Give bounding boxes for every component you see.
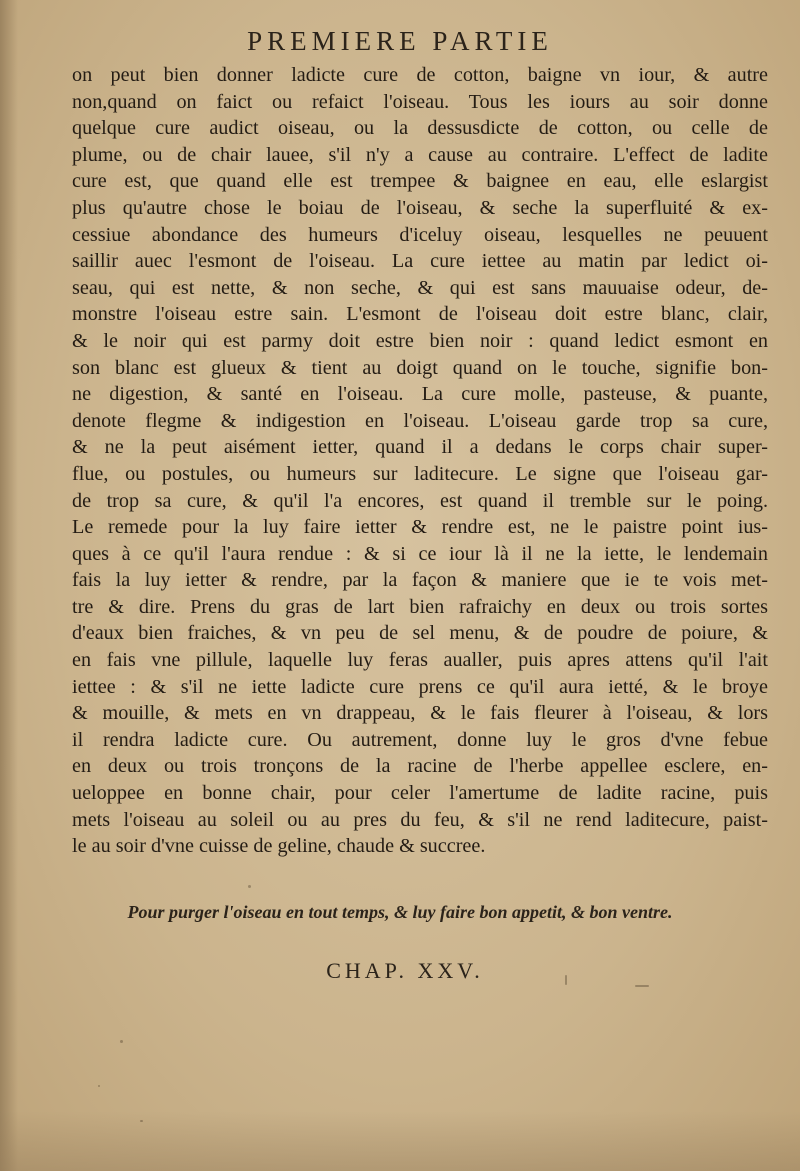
text-line: en deux ou trois tronçons de la racine de l'herbe appellee esclere, en- — [72, 755, 768, 778]
paper-speckle — [635, 985, 649, 987]
text-line: fais la luy ietter & rendre, par la façon & maniere que ie te vois met- — [72, 569, 768, 592]
text-line-last: le au soir d'vne cuisse de geline, chaude & succree. — [72, 835, 486, 858]
text-line: mets l'oiseau au soleil ou au pres du feu, & s'il ne rend laditecure, paist- — [72, 808, 768, 831]
text-line: & ne la peut aisément ietter, quand il a dedans le corps chair super- — [72, 436, 768, 459]
page-shadow-bottom — [0, 1111, 800, 1171]
text-line: denote flegme & indigestion en l'oiseau. L'oiseau garde trop sa cure, — [72, 409, 768, 432]
text-line: en fais vne pillule, laquelle luy feras aualler, puis apres attens qu'il l'ait — [72, 649, 768, 672]
text-line: de trop sa cure, & qu'il l'a encores, est quand il tremble sur le poing. — [72, 489, 768, 512]
chapter-heading: CHAP. XXV. — [326, 958, 484, 983]
page-shadow-left — [0, 0, 18, 1171]
text-line: il rendra ladicte cure. Ou autrement, donne luy le gros d'vne febue — [72, 728, 768, 751]
text-line: son blanc est glueux & tient au doigt quand on le touche, signifie bon- — [72, 356, 768, 379]
paper-speckle — [98, 1085, 100, 1087]
text-line: ques à ce qu'il l'aura rendue : & si ce iour là il ne la iette, le lendemain — [72, 542, 768, 565]
paper-speckle — [565, 975, 567, 985]
text-line: & le noir qui est parmy doit estre bien noir : quand ledict esmont en — [72, 329, 768, 352]
text-line: flue, ou postules, ou humeurs sur laditecure. Le signe que l'oiseau gar- — [72, 462, 768, 485]
text-line: Le remede pour la luy faire ietter & rendre est, ne le paistre point ius- — [72, 516, 768, 539]
chapter-subtitle: Pour purger l'oiseau en tout temps, & luy faire bon appetit, & bon ventre. — [127, 902, 673, 922]
text-line: cessiue abondance des humeurs d'iceluy oiseau, lesquelles ne peuuent — [72, 223, 768, 246]
text-line: d'eaux bien fraiches, & vn peu de sel menu, & de poudre de poiure, & — [72, 622, 768, 645]
paper-speckle — [248, 885, 251, 888]
text-line: seau, qui est nette, & non seche, & qui est sans mauuaise odeur, de- — [72, 276, 768, 299]
text-line: on peut bien donner ladicte cure de cotton, baigne vn iour, & autre — [72, 64, 768, 86]
text-line: monstre l'oiseau estre sain. L'esmont de l'oiseau doit estre blanc, clair, — [72, 303, 768, 326]
paper-speckle — [140, 1120, 143, 1122]
body-text — [72, 62, 768, 860]
text-line: non,quand on faict ou refaict l'oiseau. Tous les iours au soir donne — [72, 90, 768, 113]
text-line: cure est, que quand elle est trempee & baignee en eau, elle eslargist — [72, 170, 768, 193]
text-line: tre & dire. Prens du gras de lart bien rafraichy en deux ou trois sortes — [72, 595, 768, 618]
text-line: plus qu'autre chose le boiau de l'oiseau, & seche la superfluité & ex- — [72, 196, 768, 219]
text-line: ueloppee en bonne chair, pour celer l'amertume de ladite racine, puis — [72, 782, 768, 805]
paper-speckle — [120, 1040, 123, 1043]
text-line: saillir auec l'esmont de l'oiseau. La cure iettee au matin par ledict oi- — [72, 250, 768, 273]
text-line: iettee : & s'il ne iette ladicte cure prens ce qu'il aura ietté, & le broye — [72, 675, 768, 698]
text-line: plume, ou de chair lauee, s'il n'y a cause au contraire. L'effect de ladite — [72, 143, 768, 166]
text-line: quelque cure audict oiseau, ou la dessusdicte de cotton, ou celle de — [72, 117, 768, 140]
text-line: & mouille, & mets en vn drappeau, & le fais fleurer à l'oiseau, & lors — [72, 702, 768, 725]
running-head: PREMIERE PARTIE — [247, 26, 553, 56]
text-line: ne digestion, & santé en l'oiseau. La cure molle, pasteuse, & puante, — [72, 383, 768, 406]
